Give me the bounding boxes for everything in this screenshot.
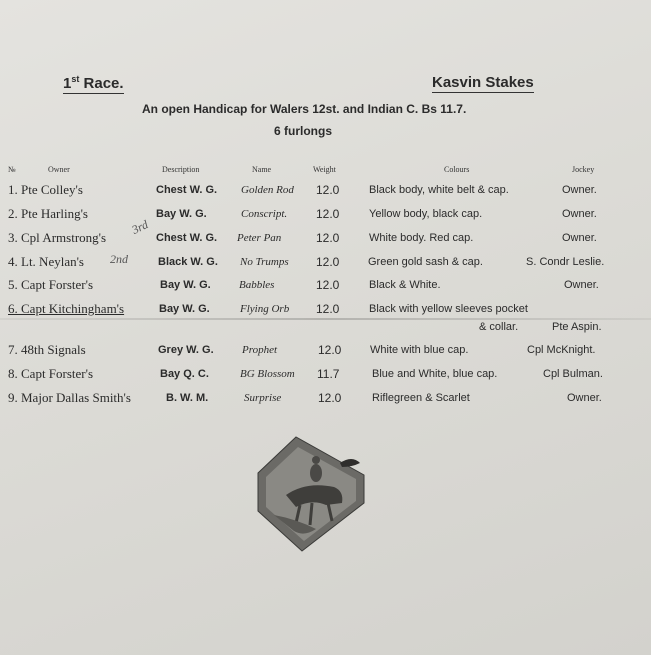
- row-1-colours: Black body, white belt & cap.: [369, 184, 509, 196]
- handwritten-2nd: 2nd: [110, 252, 128, 266]
- row-1-weight: 12.0: [316, 183, 340, 197]
- row-5-description: Bay W. G.: [160, 279, 211, 291]
- row-8-name: BG Blossom: [240, 368, 295, 380]
- row-6-jockey: Pte Aspin.: [552, 321, 602, 333]
- race-number: 1st Race.: [63, 74, 124, 92]
- row-2-description: Bay W. G.: [156, 208, 207, 220]
- row-1-name: Golden Rod: [241, 184, 294, 196]
- row-6-owner: 6. Capt Kitchingham's: [8, 301, 125, 316]
- col-no: №: [8, 165, 16, 174]
- row-6-name: Flying Orb: [240, 303, 290, 315]
- row-2-colours: Yellow body, black cap.: [369, 208, 483, 220]
- row-2-weight: 12.0: [316, 207, 340, 221]
- row-9-name: Surprise: [244, 392, 282, 404]
- paper-fold: [0, 318, 651, 320]
- row-1-jockey: Owner.: [562, 184, 597, 196]
- row-1-owner: 1. Pte Colley's: [8, 182, 83, 197]
- row-4-weight: 12.0: [316, 255, 340, 269]
- row-4-jockey: S. Condr Leslie.: [526, 256, 605, 268]
- row-9-colours: Riflegreen & Scarlet: [372, 392, 470, 404]
- row-2-name: Conscript.: [241, 208, 288, 220]
- row-4-owner: 4. Lt. Neylan's: [8, 254, 84, 269]
- row-7-colours: White with blue cap.: [370, 344, 469, 356]
- row-6-weight: 12.0: [316, 302, 340, 316]
- col-weight: Weight: [313, 165, 336, 174]
- row-6-colours-cont: & collar.: [479, 321, 519, 333]
- row-8-description: Bay Q. C.: [160, 368, 209, 380]
- row-9-jockey: Owner.: [567, 392, 602, 404]
- race-distance: 6 furlongs: [274, 124, 333, 138]
- row-3-weight: 12.0: [316, 231, 340, 245]
- row-3-owner: 3. Cpl Armstrong's: [8, 230, 107, 245]
- row-8-colours: Blue and White, blue cap.: [372, 368, 498, 380]
- row-4-colours: Green gold sash & cap.: [368, 256, 483, 268]
- col-colours: Colours: [444, 165, 470, 174]
- row-3-name: Peter Pan: [237, 232, 282, 244]
- col-owner: Owner: [48, 165, 70, 174]
- row-9-owner: 9. Major Dallas Smith's: [8, 390, 131, 405]
- row-4-name: No Trumps: [240, 256, 289, 268]
- handwritten-3rd: 3rd: [129, 217, 151, 237]
- row-5-colours: Black & White.: [369, 279, 441, 291]
- row-7-jockey: Cpl McKnight.: [527, 344, 596, 356]
- row-5-weight: 12.0: [316, 278, 340, 292]
- row-5-jockey: Owner.: [564, 279, 599, 291]
- row-3-jockey: Owner.: [562, 232, 597, 244]
- horse-rider-emblem-icon: [256, 433, 366, 553]
- stakes-title: Kasvin Stakes: [432, 74, 534, 91]
- row-5-owner: 5. Capt Forster's: [8, 277, 94, 292]
- row-3-description: Chest W. G.: [156, 232, 218, 244]
- row-6-colours: Black with yellow sleeves pocket: [369, 303, 528, 315]
- row-6-description: Bay W. G.: [159, 303, 210, 315]
- row-8-weight: 11.7: [317, 367, 340, 381]
- row-8-owner: 8. Capt Forster's: [8, 366, 94, 381]
- row-3-colours: White body. Red cap.: [369, 232, 474, 244]
- row-8-jockey: Cpl Bulman.: [543, 368, 603, 380]
- row-5-name: Babbles: [239, 279, 275, 291]
- col-name: Name: [252, 165, 272, 174]
- row-9-description: B. W. M.: [166, 392, 209, 404]
- col-description: Description: [162, 165, 200, 174]
- row-9-weight: 12.0: [318, 391, 342, 405]
- row-2-jockey: Owner.: [562, 208, 597, 220]
- race-conditions: An open Handicap for Walers 12st. and Indian C. Bs 11.7.: [142, 102, 467, 116]
- row-1-description: Chest W. G.: [156, 184, 218, 196]
- row-7-name: Prophet: [242, 344, 278, 356]
- col-jockey: Jockey: [572, 165, 595, 174]
- row-7-owner: 7. 48th Signals: [8, 342, 86, 357]
- row-7-weight: 12.0: [318, 343, 342, 357]
- row-7-description: Grey W. G.: [158, 344, 214, 356]
- row-2-owner: 2. Pte Harling's: [8, 206, 88, 221]
- row-4-description: Black W. G.: [158, 256, 218, 268]
